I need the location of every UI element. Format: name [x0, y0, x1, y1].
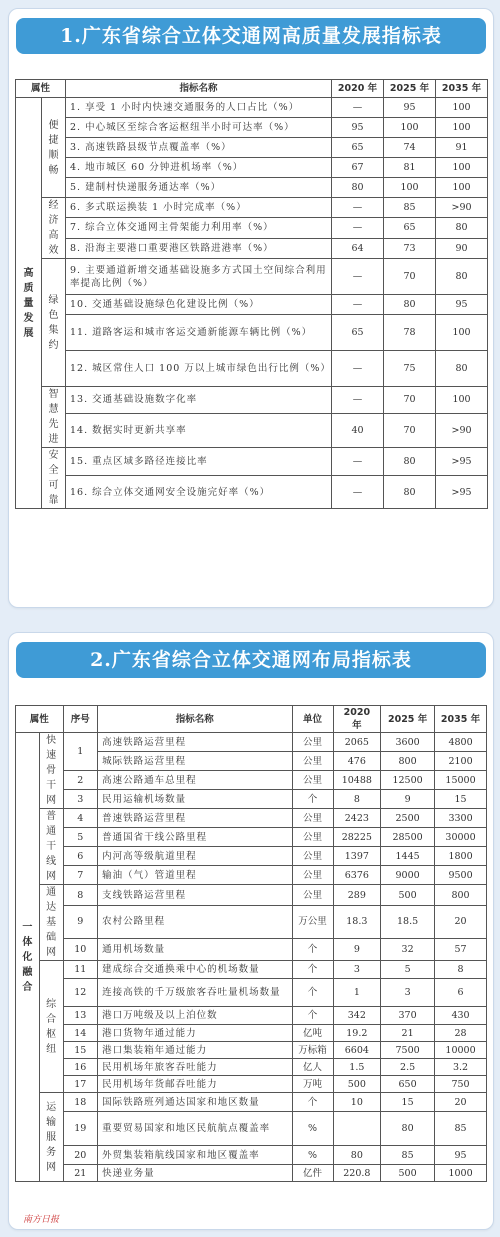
- table-header-row: [16, 80, 488, 98]
- table-row: [16, 906, 487, 939]
- table-row: [16, 198, 488, 218]
- table-row: [16, 885, 487, 906]
- indicator-name: 支线铁路运营里程: [98, 885, 292, 906]
- value-2020: 40: [332, 413, 384, 447]
- row-number: 14: [63, 1025, 98, 1042]
- value-2020: 64: [332, 238, 384, 258]
- value-2020: —: [332, 295, 384, 315]
- value-2025: 15: [381, 1093, 435, 1112]
- value-2025: 100: [384, 118, 436, 138]
- table-row: [16, 448, 488, 476]
- value-2035: 57: [435, 938, 487, 960]
- value-2025: 78: [384, 315, 436, 351]
- value-2035: 8: [435, 961, 487, 979]
- value-2035: 6: [435, 979, 487, 1007]
- row-number: 2: [63, 771, 98, 790]
- indicator-name: 1. 享受 1 小时内快速交通服务的人口占比（%）: [66, 98, 332, 118]
- value-2025: 85: [384, 198, 436, 218]
- group-label: 运输服务网: [39, 1093, 63, 1182]
- value-2020: 289: [333, 885, 381, 906]
- unit: 个: [292, 938, 333, 960]
- value-2035: 20: [435, 1093, 487, 1112]
- table-row: [16, 1112, 487, 1146]
- indicator-name: 城际铁路运营里程: [98, 752, 292, 771]
- value-2025: 370: [381, 1007, 435, 1025]
- indicator-name: 12. 城区常住人口 100 万以上城市绿色出行比例（%）: [66, 351, 332, 387]
- value-2035: 100: [436, 178, 488, 198]
- value-2020: 500: [333, 1076, 381, 1093]
- value-2020: 1: [333, 979, 381, 1007]
- indicator-name: 内河高等级航道里程: [98, 847, 292, 866]
- value-2025: 80: [384, 448, 436, 476]
- unit: 亿吨: [292, 1025, 333, 1042]
- indicator-name: 4. 地市城区 60 分钟进机场率（%）: [66, 158, 332, 178]
- table-row: [16, 178, 488, 198]
- header-2025: 2025 年: [384, 80, 436, 98]
- value-2025: 80: [381, 1112, 435, 1146]
- value-2025: 32: [381, 938, 435, 960]
- indicator-name: 2. 中心城区至综合客运枢纽半小时可达率（%）: [66, 118, 332, 138]
- value-2020: —: [332, 448, 384, 476]
- value-2035: 15: [435, 790, 487, 809]
- value-2020: 10488: [333, 771, 381, 790]
- unit: 公里: [292, 752, 333, 771]
- indicator-name: 连接高铁的千万级旅客吞吐量机场数量: [98, 979, 292, 1007]
- row-number: 17: [63, 1076, 98, 1093]
- table-row: [16, 259, 488, 295]
- value-2020: 65: [332, 138, 384, 158]
- header-attribute: 属性: [16, 80, 66, 98]
- value-2035: 91: [436, 138, 488, 158]
- unit: 公里: [292, 866, 333, 885]
- indicator-name: 7. 综合立体交通网主骨架能力利用率（%）: [66, 218, 332, 238]
- value-2035: 20: [435, 906, 487, 939]
- value-2025: 74: [384, 138, 436, 158]
- table-row: [16, 979, 487, 1007]
- value-2020: 220.8: [333, 1165, 381, 1182]
- value-2020: 1.5: [333, 1059, 381, 1076]
- unit: 亿件: [292, 1165, 333, 1182]
- value-2025: 80: [384, 476, 436, 509]
- value-2025: 1445: [381, 847, 435, 866]
- group-label: 安全可靠: [42, 448, 66, 509]
- value-2020: 2065: [333, 733, 381, 752]
- unit: 个: [292, 961, 333, 979]
- value-2020: 80: [332, 178, 384, 198]
- value-2020: 28225: [333, 828, 381, 847]
- indicator-name: 16. 综合立体交通网安全设施完好率（%）: [66, 476, 332, 509]
- value-2025: 80: [384, 295, 436, 315]
- table-row: [16, 295, 488, 315]
- table-row: [16, 1165, 487, 1182]
- row-number: 13: [63, 1007, 98, 1025]
- value-2035: 28: [435, 1025, 487, 1042]
- value-2035: >90: [436, 413, 488, 447]
- table-row: [16, 1025, 487, 1042]
- value-2025: 65: [384, 218, 436, 238]
- unit: 公里: [292, 809, 333, 828]
- row-number: 20: [63, 1146, 98, 1165]
- value-2025: 70: [384, 387, 436, 414]
- group-label: 通达基础网: [39, 885, 63, 961]
- indicator-name: 高速铁路运营里程: [98, 733, 292, 752]
- value-2035: 4800: [435, 733, 487, 752]
- table-row: [16, 1059, 487, 1076]
- unit: %: [292, 1112, 333, 1146]
- value-2025: 100: [384, 178, 436, 198]
- row-number: 18: [63, 1093, 98, 1112]
- value-2020: 2423: [333, 809, 381, 828]
- indicator-name: 8. 沿海主要港口重要港区铁路进港率（%）: [66, 238, 332, 258]
- indicator-name: 国际铁路班列通达国家和地区数量: [98, 1093, 292, 1112]
- value-2020: —: [332, 98, 384, 118]
- unit: 万公里: [292, 906, 333, 939]
- indicator-name: 快递业务量: [98, 1165, 292, 1182]
- table-row: [16, 961, 487, 979]
- value-2035: 3.2: [435, 1059, 487, 1076]
- indicator-name: 普通国省干线公路里程: [98, 828, 292, 847]
- value-2035: 100: [436, 118, 488, 138]
- header-attribute: 属性: [16, 706, 64, 733]
- value-2020: —: [332, 387, 384, 414]
- value-2035: 800: [435, 885, 487, 906]
- value-2025: 73: [384, 238, 436, 258]
- value-2020: 342: [333, 1007, 381, 1025]
- table-header-row: [16, 706, 487, 733]
- value-2035: >95: [436, 476, 488, 509]
- unit: 公里: [292, 847, 333, 866]
- value-2020: 80: [333, 1146, 381, 1165]
- value-2025: 95: [384, 98, 436, 118]
- table-row: [16, 1146, 487, 1165]
- indicator-name: 6. 多式联运换装 1 小时完成率（%）: [66, 198, 332, 218]
- value-2035: 1800: [435, 847, 487, 866]
- unit: 公里: [292, 771, 333, 790]
- newspaper-logo: 南方日报: [23, 1215, 60, 1225]
- value-2025: 75: [384, 351, 436, 387]
- header-number: 序号: [63, 706, 98, 733]
- table-row: [16, 118, 488, 138]
- value-2035: >90: [436, 198, 488, 218]
- unit: 个: [292, 790, 333, 809]
- table-row: [16, 476, 488, 509]
- group-label: 便捷顺畅: [42, 98, 66, 198]
- value-2020: 6376: [333, 866, 381, 885]
- indicator-name: 输油（气）管道里程: [98, 866, 292, 885]
- indicator-name: 农村公路里程: [98, 906, 292, 939]
- indicator-name: 外贸集装箱航线国家和地区覆盖率: [98, 1146, 292, 1165]
- value-2025: 28500: [381, 828, 435, 847]
- value-2025: 85: [381, 1146, 435, 1165]
- indicator-name: 普速铁路运营里程: [98, 809, 292, 828]
- indicator-name: 14. 数据实时更新共享率: [66, 413, 332, 447]
- row-number: 8: [63, 885, 98, 906]
- value-2020: 65: [332, 315, 384, 351]
- value-2035: 30000: [435, 828, 487, 847]
- row-number: 4: [63, 809, 98, 828]
- header-2020: 2020 年: [333, 706, 381, 733]
- table-row: [16, 413, 488, 447]
- value-2035: 9500: [435, 866, 487, 885]
- group-label: 快速骨干网: [39, 733, 63, 809]
- unit: 公里: [292, 885, 333, 906]
- header-2035: 2035 年: [435, 706, 487, 733]
- value-2020: 67: [332, 158, 384, 178]
- value-2025: 3600: [381, 733, 435, 752]
- row-number: 11: [63, 961, 98, 979]
- indicator-name: 港口集装箱年通过能力: [98, 1042, 292, 1059]
- value-2035: 85: [435, 1112, 487, 1146]
- indicator-name: 15. 重点区域多路径连接比率: [66, 448, 332, 476]
- value-2020: 95: [332, 118, 384, 138]
- quality-indicator-table: [15, 79, 488, 509]
- row-number: 21: [63, 1165, 98, 1182]
- value-2035: 80: [436, 351, 488, 387]
- value-2035: 90: [436, 238, 488, 258]
- value-2025: 9: [381, 790, 435, 809]
- group-label: 智慧先进: [42, 387, 66, 448]
- indicator-card-quality: [8, 8, 494, 608]
- indicator-name: 11. 道路客运和城市客运交通新能源车辆比例（%）: [66, 315, 332, 351]
- table-row: [16, 218, 488, 238]
- value-2025: 81: [384, 158, 436, 178]
- row-number: 5: [63, 828, 98, 847]
- indicator-name: 港口货物年通过能力: [98, 1025, 292, 1042]
- row-number: 1: [63, 733, 98, 771]
- table-row: [16, 847, 487, 866]
- value-2035: 100: [436, 315, 488, 351]
- value-2035: 80: [436, 259, 488, 295]
- row-number: 19: [63, 1112, 98, 1146]
- value-2020: —: [332, 218, 384, 238]
- group-label: 绿色集约: [42, 259, 66, 387]
- indicator-name: 10. 交通基础设施绿色化建设比例（%）: [66, 295, 332, 315]
- row-number: 15: [63, 1042, 98, 1059]
- value-2025: 70: [384, 413, 436, 447]
- value-2020: 9: [333, 938, 381, 960]
- category-label: 一体化融合: [16, 733, 40, 1182]
- value-2020: 19.2: [333, 1025, 381, 1042]
- table-row: [16, 387, 488, 414]
- table-row: [16, 1042, 487, 1059]
- table-row: [16, 351, 488, 387]
- indicator-name: 民用机场年旅客吞吐能力: [98, 1059, 292, 1076]
- header-2025: 2025 年: [381, 706, 435, 733]
- header-indicator-name: 指标名称: [66, 80, 332, 98]
- row-number: 10: [63, 938, 98, 960]
- header-2035: 2035 年: [436, 80, 488, 98]
- card-title: 1.广东省综合立体交通网高质量发展指标表: [16, 18, 486, 54]
- group-label: 普通干线网: [39, 809, 63, 885]
- value-2020: —: [332, 259, 384, 295]
- indicator-name: 3. 高速铁路县级节点覆盖率（%）: [66, 138, 332, 158]
- indicator-name: 高速公路通车总里程: [98, 771, 292, 790]
- value-2020: 6604: [333, 1042, 381, 1059]
- table-row: [16, 771, 487, 790]
- value-2025: 500: [381, 1165, 435, 1182]
- table-row: [16, 238, 488, 258]
- header-unit: 单位: [292, 706, 333, 733]
- indicator-name: 建成综合交通换乘中心的机场数量: [98, 961, 292, 979]
- value-2035: 95: [435, 1146, 487, 1165]
- value-2025: 5: [381, 961, 435, 979]
- value-2025: 2500: [381, 809, 435, 828]
- group-label: 综合枢纽: [39, 961, 63, 1093]
- row-number: 16: [63, 1059, 98, 1076]
- indicator-name: 民用运输机场数量: [98, 790, 292, 809]
- value-2025: 650: [381, 1076, 435, 1093]
- value-2025: 500: [381, 885, 435, 906]
- table-row: [16, 828, 487, 847]
- value-2035: 100: [436, 158, 488, 178]
- value-2025: 70: [384, 259, 436, 295]
- value-2020: 10: [333, 1093, 381, 1112]
- value-2035: 2100: [435, 752, 487, 771]
- card-title: 2.广东省综合立体交通网布局指标表: [16, 642, 486, 678]
- unit: 公里: [292, 733, 333, 752]
- value-2035: 750: [435, 1076, 487, 1093]
- value-2020: —: [332, 198, 384, 218]
- value-2035: 15000: [435, 771, 487, 790]
- table-row: [16, 938, 487, 960]
- table-row: [16, 158, 488, 178]
- value-2025: 21: [381, 1025, 435, 1042]
- value-2025: 12500: [381, 771, 435, 790]
- unit: 公里: [292, 828, 333, 847]
- value-2020: 1397: [333, 847, 381, 866]
- table-row: [16, 1007, 487, 1025]
- unit: 个: [292, 1007, 333, 1025]
- indicator-name: 9. 主要通道新增交通基础设施多方式国土空间综合利用率提高比例（%）: [66, 259, 332, 295]
- category-label: 高质量发展: [16, 98, 42, 509]
- value-2035: 100: [436, 387, 488, 414]
- row-number: 3: [63, 790, 98, 809]
- table-row: [16, 138, 488, 158]
- value-2025: 800: [381, 752, 435, 771]
- value-2025: 3: [381, 979, 435, 1007]
- unit: 个: [292, 1093, 333, 1112]
- value-2020: —: [332, 351, 384, 387]
- indicator-name: 民用机场年货邮吞吐能力: [98, 1076, 292, 1093]
- value-2020: 476: [333, 752, 381, 771]
- layout-indicator-table: [15, 705, 487, 1182]
- indicator-name: 5. 建制村快递服务通达率（%）: [66, 178, 332, 198]
- value-2035: 95: [436, 295, 488, 315]
- table-row: [16, 809, 487, 828]
- value-2035: 80: [436, 218, 488, 238]
- value-2025: 9000: [381, 866, 435, 885]
- unit: 个: [292, 979, 333, 1007]
- value-2020: 18.3: [333, 906, 381, 939]
- row-number: 12: [63, 979, 98, 1007]
- indicator-card-layout: [8, 632, 494, 1230]
- value-2035: 100: [436, 98, 488, 118]
- value-2025: 18.5: [381, 906, 435, 939]
- value-2020: 3: [333, 961, 381, 979]
- row-number: 7: [63, 866, 98, 885]
- row-number: 9: [63, 906, 98, 939]
- value-2020: 8: [333, 790, 381, 809]
- table-row: [16, 733, 487, 752]
- indicator-name: 13. 交通基础设施数字化率: [66, 387, 332, 414]
- unit: 万吨: [292, 1076, 333, 1093]
- value-2020: —: [332, 476, 384, 509]
- value-2035: 3300: [435, 809, 487, 828]
- table-row: [16, 790, 487, 809]
- table-row: [16, 98, 488, 118]
- value-2025: 7500: [381, 1042, 435, 1059]
- header-indicator-name: 指标名称: [98, 706, 292, 733]
- indicator-name: 重要贸易国家和地区民航航点覆盖率: [98, 1112, 292, 1146]
- value-2035: 1000: [435, 1165, 487, 1182]
- table-row: [16, 1076, 487, 1093]
- value-2035: 10000: [435, 1042, 487, 1059]
- value-2020: [333, 1112, 381, 1146]
- table-row: [16, 315, 488, 351]
- indicator-name: 港口万吨级及以上泊位数: [98, 1007, 292, 1025]
- row-number: 6: [63, 847, 98, 866]
- unit: %: [292, 1146, 333, 1165]
- unit: 亿人: [292, 1059, 333, 1076]
- value-2035: >95: [436, 448, 488, 476]
- group-label: 经济高效: [42, 198, 66, 259]
- header-2020: 2020 年: [332, 80, 384, 98]
- value-2025: 2.5: [381, 1059, 435, 1076]
- table-row: [16, 866, 487, 885]
- indicator-name: 通用机场数量: [98, 938, 292, 960]
- unit: 万标箱: [292, 1042, 333, 1059]
- value-2035: 430: [435, 1007, 487, 1025]
- table-row: [16, 1093, 487, 1112]
